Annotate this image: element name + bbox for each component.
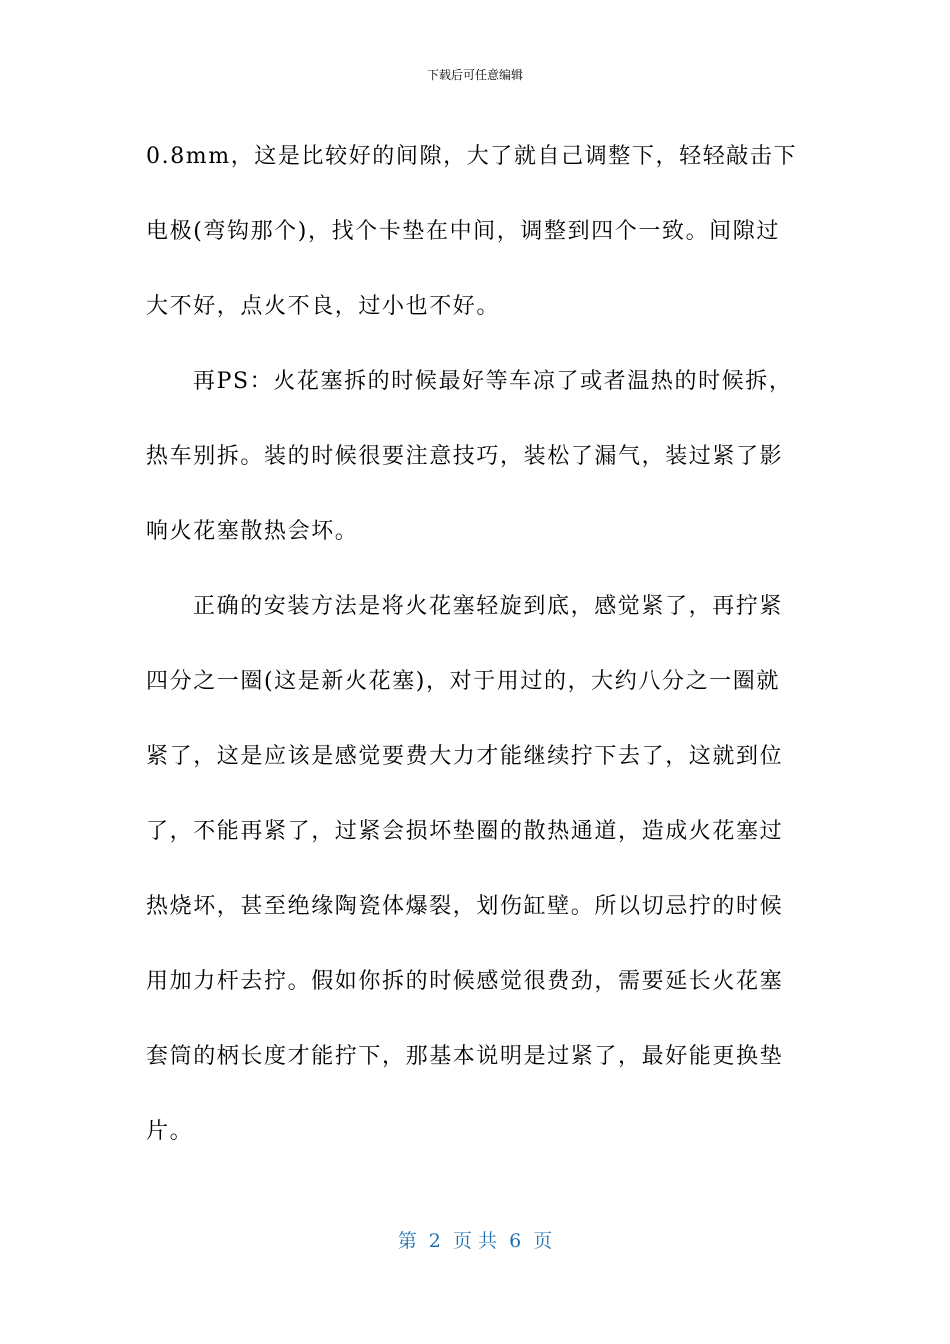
document-body (146, 119, 802, 1169)
page-number: 第 2 页 共 6 页 (397, 1230, 553, 1252)
paragraph-installation: 正确的安装方法是将火花塞轻旋到底，感觉紧了，再拧紧四分之一圈(这是新火花塞)，对于用过的，大约八分之一圈就紧了，这是应该是感觉要费大力才能继续拧下去了，这就到位了，不能再紧了，过紧会损坏垫圈的散热通道，造成火花塞过热烧坏，甚至绝缘陶瓷体爆裂，划伤缸壁。所以切忌拧的时候用加力杆去拧。假如你拆的时候感觉很费劲，需要延长火花塞套筒的柄长度才能拧下，那基本说明是过紧了，最好能更换垫片。 (146, 594, 784, 1144)
header-note: 下载后可任意编辑 (426, 68, 523, 82)
paragraph-continued: 0.8mm，这是比较好的间隙，大了就自己调整下，轻轻敲击下电极(弯钩那个)，找个卡垫在中间，调整到四个一致。间隙过大不好，点火不良，过小也不好。 (146, 144, 798, 319)
paragraph-ps: 再PS：火花塞拆的时候最好等车凉了或者温热的时候拆，热车别拆。装的时候很要注意技巧，装松了漏气，装过紧了影响火花塞散热会坏。 (146, 369, 793, 544)
